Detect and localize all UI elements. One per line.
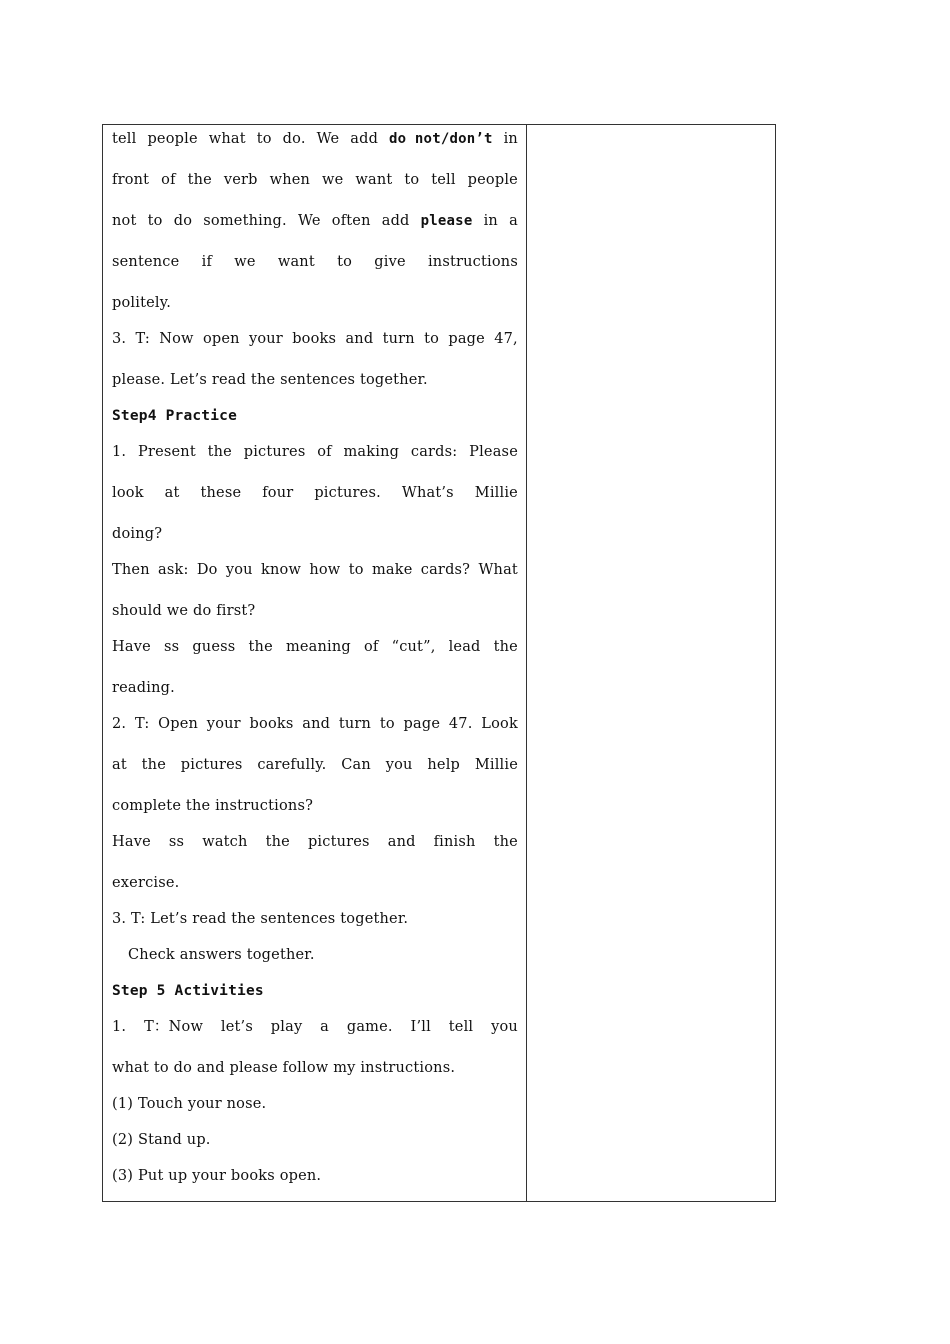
text-line: 2. T: Open your books and turn to page 47. Look (112, 716, 518, 732)
text-line: politely. (112, 295, 172, 311)
text-line: Check answers together. (128, 947, 315, 963)
lesson-plan-table (102, 124, 776, 1202)
text-line: please. Let’s read the sentences together. (112, 372, 428, 388)
text-line: at the pictures carefully. Can you help Millie (112, 757, 518, 773)
list-item: (3) Put up your books open. (112, 1168, 322, 1184)
step-heading: Step 5 Activities (112, 983, 264, 999)
step-heading: Step4 Practice (112, 408, 238, 424)
text-line: complete the instructions? (112, 798, 314, 814)
text-line: exercise. (112, 875, 180, 891)
text-line: 3. T: Now open your books and turn to page 47, (112, 331, 518, 347)
text-line: doing? (112, 526, 163, 542)
text-line: 1. T：Now let’s play a game. I’ll tell you (112, 1019, 518, 1035)
bold-term: please (420, 213, 473, 229)
text-line: sentence if we want to give instructions (112, 254, 518, 270)
list-item: (1) Touch your nose. (112, 1096, 267, 1112)
list-item: (2) Stand up. (112, 1132, 211, 1148)
notes-cell (527, 125, 775, 1201)
text-line: what to do and please follow my instructions. (112, 1060, 456, 1076)
text-line: 1. Present the pictures of making cards: Please (112, 444, 518, 460)
text-line: 3. T: Let’s read the sentences together. (112, 911, 409, 927)
text-line: look at these four pictures. What’s Millie (112, 485, 518, 501)
text-line: reading. (112, 680, 175, 696)
text-line: not to do something. We often add please in a (112, 213, 518, 229)
text-line: Have ss watch the pictures and finish the (112, 834, 518, 850)
text-line: Have ss guess the meaning of “cut”, lead the (112, 639, 518, 655)
text-line: tell people what to do. We add do not/don’t in (112, 131, 518, 147)
text-line: front of the verb when we want to tell people (112, 172, 518, 188)
text-line: should we do first? (112, 603, 256, 619)
bold-term: do not/don’t (389, 131, 493, 147)
text-line: Then ask: Do you know how to make cards? What (112, 562, 518, 578)
